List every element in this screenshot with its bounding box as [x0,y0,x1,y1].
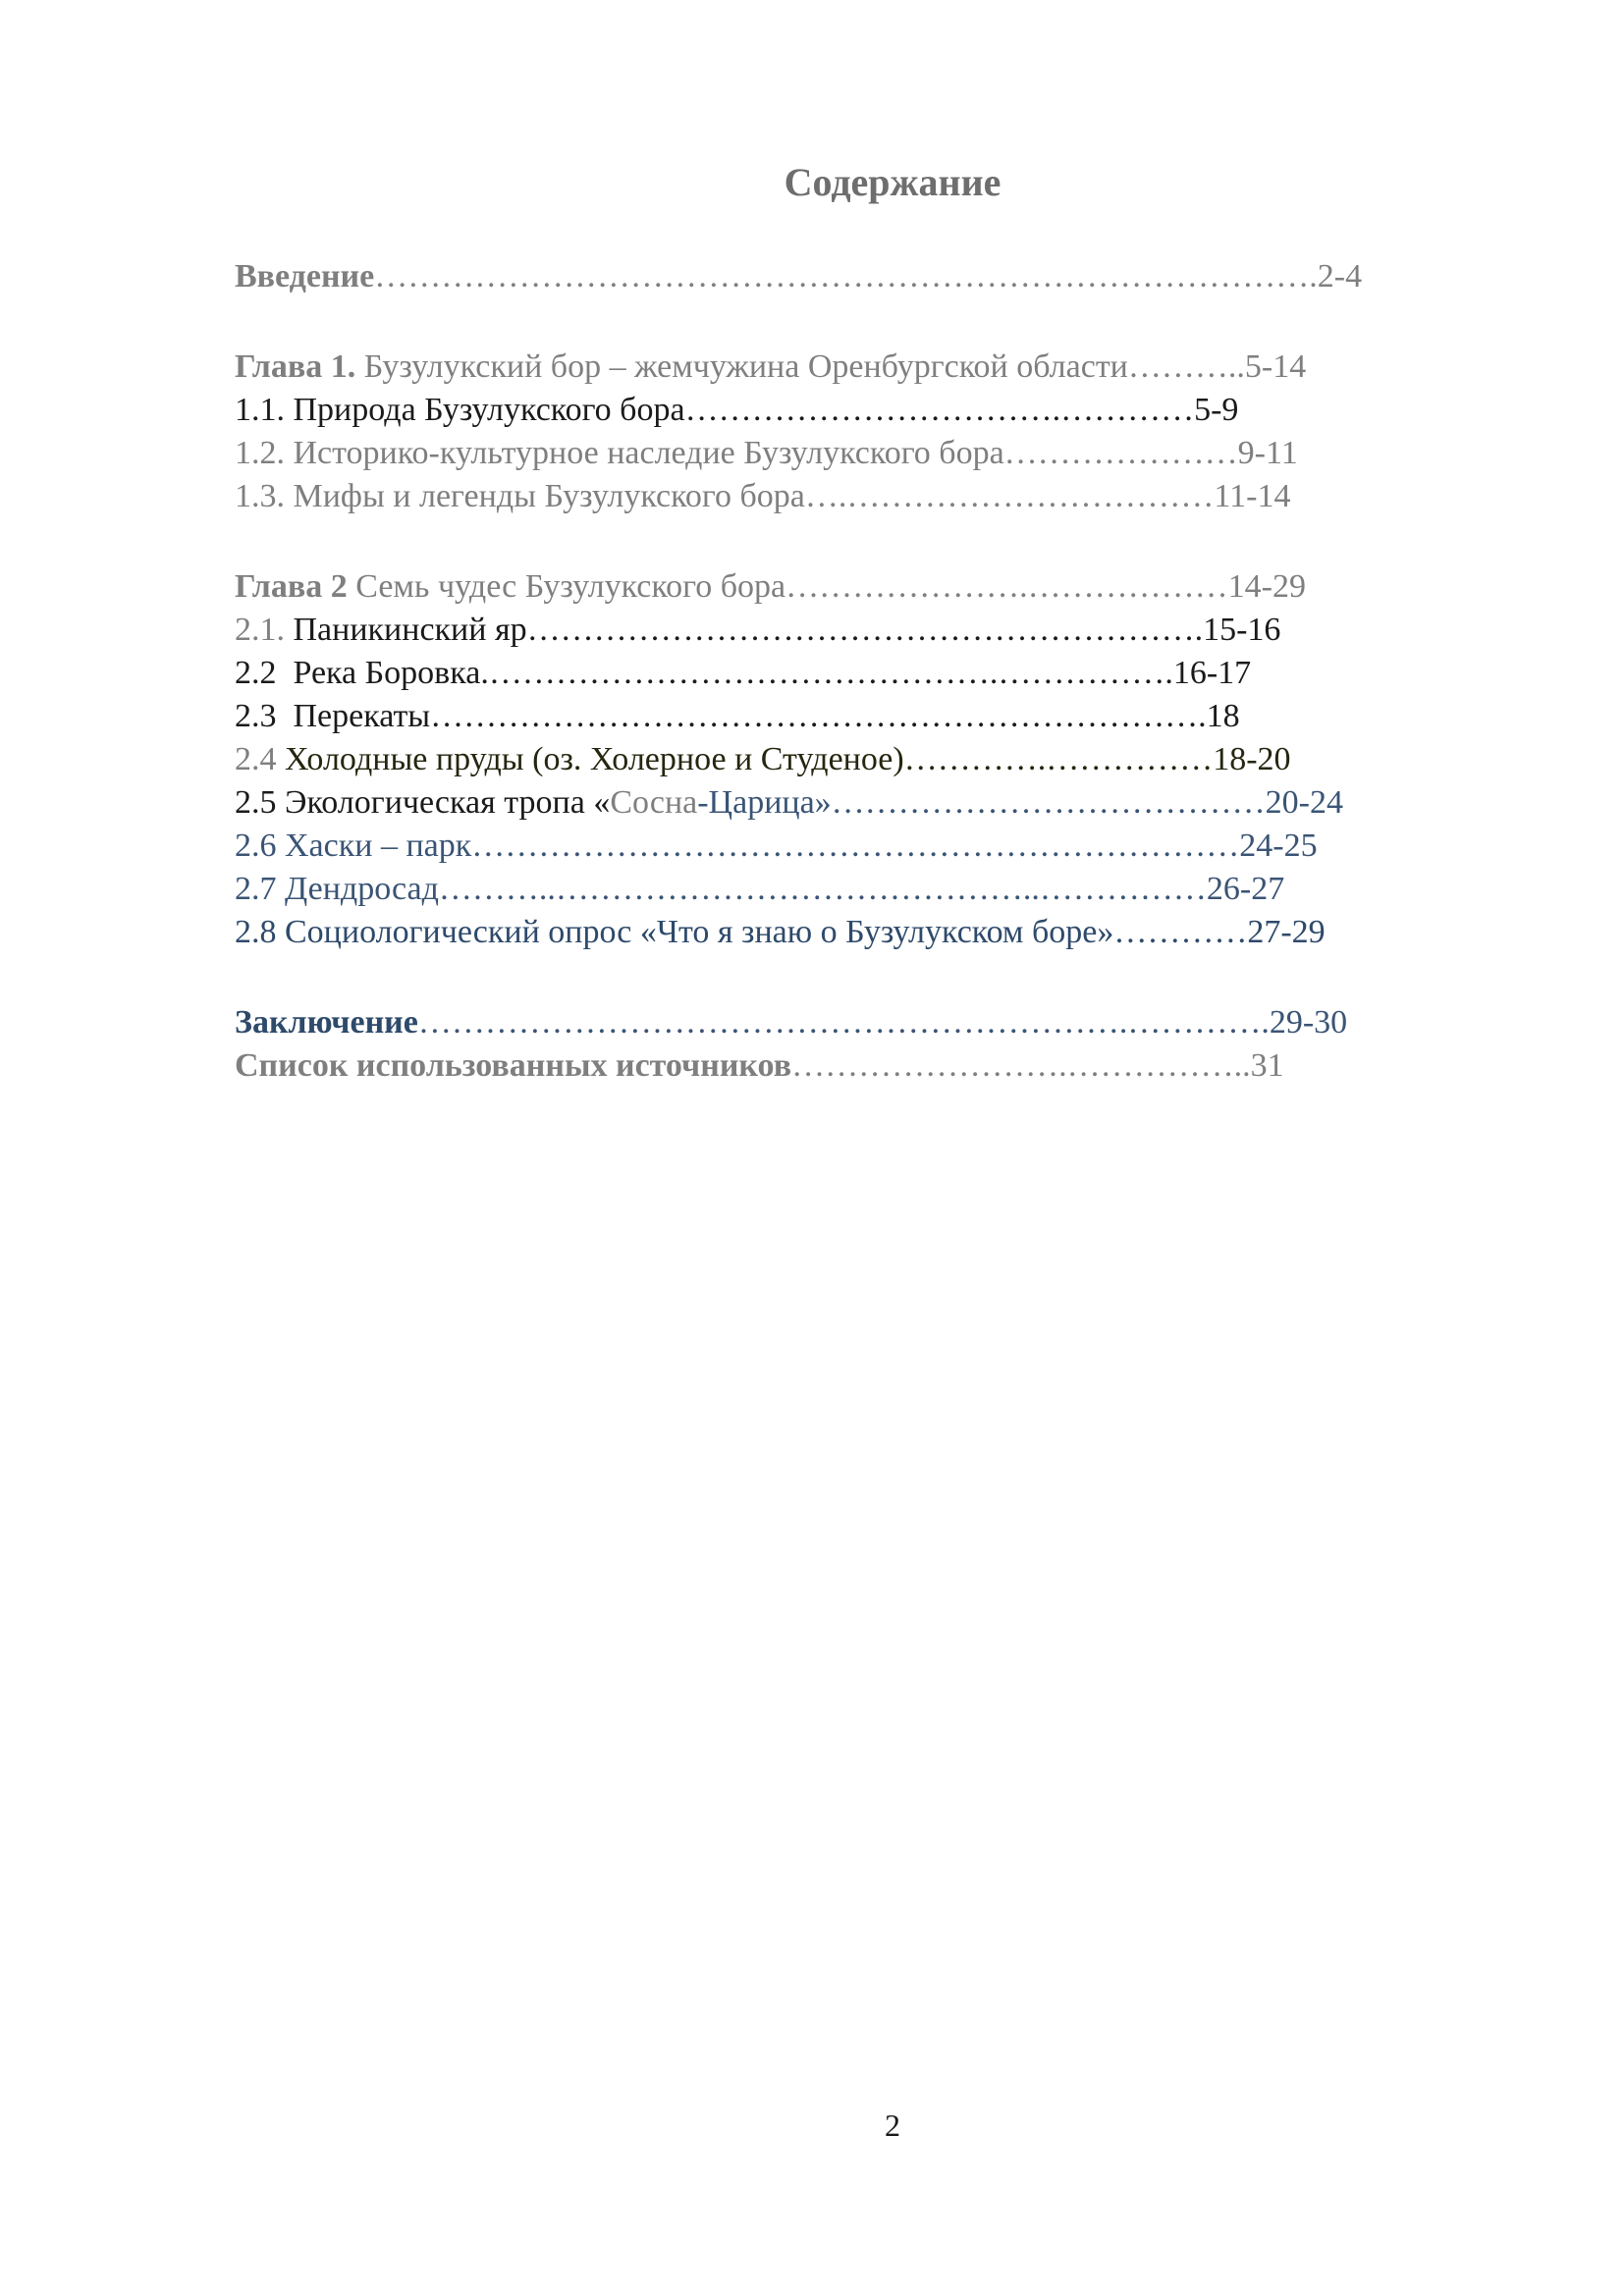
toc-segment: Семь чудес Бузулукского бора………………….………………14-29 [347,568,1306,605]
toc-entry-2-1 [235,609,1280,652]
toc-segment: Холодные пруды (оз. Холерное и Студеное)………….……………18-20 [276,741,1291,777]
toc-segment: …………………….……………..31 [791,1047,1284,1084]
toc-entry-2-2 [235,652,1251,695]
toc-segment: 1.1. Природа Бузулукского бора…………………………….…………5-9 [235,392,1239,428]
toc-segment: 2.5 Экологическая тропа « [235,784,611,821]
toc-segment: 2.3 Перекаты…………………………………………………………….18 [235,698,1240,734]
toc-entry-references [235,1044,1284,1088]
toc-segment: 2.8 Социологический опрос «Что я знаю о Бузулукском боре»…………27-29 [235,914,1326,950]
toc-segment: 1.3. Мифы и легенды Бузулукского бора….……………………………11-14 [235,478,1291,514]
toc-entry-introduction [235,255,1362,298]
toc-segment: Заключение [235,1004,418,1041]
toc-segment: Введение [235,258,375,294]
toc-segment: Глава 2 [235,568,348,605]
page-number: 2 [885,2108,900,2143]
toc-entry-chapter-2 [235,565,1306,609]
toc-segment: 2.7 Дендросад………..……………………………………..……………26-27 [235,871,1285,907]
toc-segment: 2.4 [235,741,277,777]
toc-entry-1-3 [235,475,1290,518]
toc-segment: ……………………………………………………….………….29-30 [417,1004,1348,1041]
toc-entry-2-6 [235,825,1318,868]
toc-segment: 2.1. [235,612,285,648]
toc-entry-1-1 [235,389,1238,432]
toc-entry-conclusion [235,1001,1347,1044]
toc-segment: Сосна [610,784,698,821]
toc-segment: Бузулукский бор – жемчужина Оренбургской области………..5-14 [355,348,1307,385]
toc-segment: Паникинский яр…………………………………………………….15-16 [285,612,1281,648]
toc-segment: 2.6 Хаски – парк……………………………………………………………24-25 [235,828,1318,864]
toc-segment: ………………………………………………………………………….2-4 [374,258,1363,294]
toc-entry-2-3 [235,695,1240,738]
toc-entry-2-5 [235,781,1343,825]
toc-segment: 2.2 Река Боровка.……………………………………….…………….16-17 [235,655,1252,691]
toc-entry-2-4 [235,738,1291,781]
page-title: Содержание [784,160,1001,204]
toc-entry-2-8 [235,911,1326,954]
toc-segment: 1.2. Историко-культурное наследие Бузулукского бора…………………9-11 [235,435,1298,471]
toc-segment: -Царица»…………………………………20-24 [697,784,1344,821]
toc-entry-2-7 [235,868,1284,911]
toc-entry-chapter-1 [235,346,1306,389]
toc-segment: Список использованных источников [235,1047,792,1084]
toc-segment: Глава 1. [235,348,356,385]
toc-entry-1-2 [235,432,1298,475]
